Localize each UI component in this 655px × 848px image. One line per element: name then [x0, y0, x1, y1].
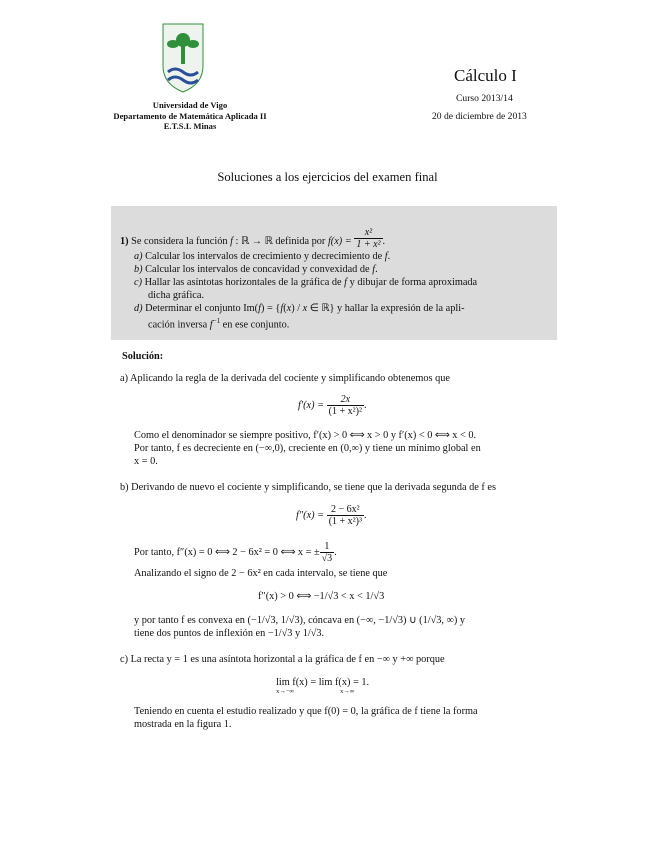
course-year: Curso 2013/14: [456, 93, 513, 104]
solution-a-p2: Por tanto, f es decreciente en (−∞,0), creciente en (0,∞) y tiene un mínimo global en: [134, 443, 481, 454]
school-name: E.T.S.I. Minas: [163, 121, 217, 131]
solution-c-p2: mostrada en la figura 1.: [134, 719, 232, 730]
solution-a-p3: x = 0.: [134, 456, 158, 467]
part-d: d) Determinar el conjunto Im(f) = {f(x) / x ∈ ℝ} y hallar la expresión de la apli-: [134, 303, 465, 314]
solution-heading: Solución:: [122, 351, 164, 362]
institution-block: [90, 100, 290, 132]
solution-c-intro: c) La recta y = 1 es una asíntota horizontal a la gráfica de f en −∞ y +∞ porque: [120, 654, 445, 665]
solution-b-p1: Por tanto, f″(x) = 0 ⟺ 2 − 6x² = 0 ⟺ x = ± $\frac{1}{√3}$ .: [134, 541, 337, 564]
solution-a-intro: a) Aplicando la regla de la derivada del cociente y simplificando obtenemos que: [120, 373, 450, 384]
solution-b-p4: tiene dos puntos de inflexión en −1/√3 y 1/√3.: [134, 628, 325, 639]
course-title: Cálculo I: [454, 66, 517, 85]
solution-b-intro: b) Derivando de nuevo el cociente y simplificando, se tiene que la derivada segunda de f es: [120, 482, 496, 493]
solution-b-p2: Analizando el signo de 2 − 6x² en cada intervalo, se tiene que: [134, 568, 388, 579]
solution-a-equation: f′(x) = $\frac{2x}{\text{(1 + x²)²}}$ .: [298, 394, 367, 417]
department-name: Departamento de Matemática Aplicada II: [113, 110, 267, 121]
university-logo: [160, 22, 206, 94]
solution-a-p1: Como el denominador se siempre positivo, f′(x) > 0 ⟺ x > 0 y f′(x) < 0 ⟺ x < 0.: [134, 430, 477, 441]
part-b: b) Calcular los intervalos de concavidad y convexidad de f.: [134, 264, 378, 275]
exam-date: 20 de diciembre de 2013: [432, 111, 527, 122]
problem-statement: 1) Se considera la función f : ℝ → ℝ definida por f(x) = $\frac{\text{x²}}{\text{1 + x²}}$ .: [120, 227, 386, 250]
part-d-cont: cación inversa $f^{-1}$ en ese conjunto.: [148, 317, 290, 331]
part-a: a) Calcular los intervalos de crecimiento y decrecimiento de f.: [134, 251, 391, 262]
limit-sub-1: x→−∞: [276, 688, 295, 695]
document-title: Soluciones a los ejercicios del examen final: [217, 170, 438, 184]
university-name: Universidad de Vigo: [152, 100, 228, 110]
solution-c-equation: lim f(x) = lim f(x) = 1.: [276, 677, 370, 688]
solution-b-p3: y por tanto f es convexa en (−1/√3, 1/√3), cóncava en (−∞, −1/√3) ∪ (1/√3, ∞) y: [134, 615, 466, 626]
part-c-cont: dicha gráfica.: [148, 290, 205, 301]
problem-number: 1): [120, 235, 129, 247]
solution-c-p1: Teniendo en cuenta el estudio realizado y que f(0) = 0, la gráfica de f tiene la forma: [134, 706, 478, 717]
solution-b-equation: f″(x) = $\frac{\text{2 − 6x²}}{\text{(1 + x²)³}}$ .: [296, 504, 367, 527]
f-fraction: $\frac{\text{x²}}{\text{1 + x²}}$: [356, 227, 381, 250]
part-c: c) Hallar las asíntotas horizontales de la gráfica de f y dibujar de forma aproximada: [134, 277, 478, 288]
limit-sub-2: x→∞: [340, 688, 355, 695]
solution-b-equation2: f″(x) > 0 ⟺ −1/√3 < x < 1/√3: [258, 591, 385, 602]
